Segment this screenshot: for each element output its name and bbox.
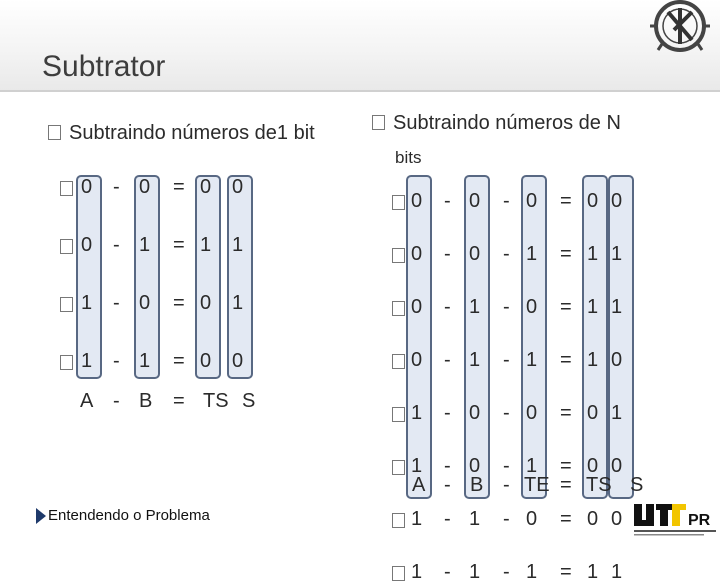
bullet-box-icon — [392, 248, 405, 263]
right-table-cell: 0 — [611, 349, 623, 371]
right-table-cell: - — [503, 243, 510, 265]
left-table-cell: = — [173, 292, 185, 314]
right-legend-item: - — [444, 474, 451, 496]
left-legend-item: B — [139, 390, 153, 412]
right-table-cell: - — [444, 561, 451, 583]
right-table-cell: = — [560, 508, 572, 530]
right-table-cell: - — [503, 508, 510, 530]
right-table-cell: - — [444, 508, 451, 530]
left-heading — [48, 122, 315, 145]
right-table-cell: 0 — [469, 402, 481, 424]
arrow-right-icon — [36, 508, 46, 524]
right-table-cell: - — [503, 296, 510, 318]
left-legend-item: = — [173, 390, 185, 412]
right-table-cell: 0 — [526, 402, 538, 424]
right-table-cell: 1 — [411, 508, 423, 530]
bullet-box-icon — [392, 566, 405, 581]
right-table-cell: 0 — [587, 190, 599, 212]
right-table-cell: 1 — [611, 402, 623, 424]
left-table-cell: 0 — [81, 176, 93, 198]
column-highlight-n-a — [406, 175, 432, 499]
bullet-box-icon — [392, 354, 405, 369]
bullet-box-icon — [392, 195, 405, 210]
left-legend-item: TS — [203, 390, 229, 412]
right-table-cell: 0 — [587, 455, 599, 477]
right-table-cell: 1 — [469, 349, 481, 371]
column-highlight-a — [76, 175, 102, 379]
right-table-cell: - — [444, 402, 451, 424]
left-table-cell: = — [173, 350, 185, 372]
left-table-cell: 1 — [200, 234, 212, 256]
left-table-cell: 1 — [139, 234, 151, 256]
slide-title: Subtrator — [42, 50, 166, 83]
left-legend-item: - — [113, 390, 120, 412]
right-table-cell: 0 — [411, 243, 423, 265]
right-table-cell: - — [503, 561, 510, 583]
right-table-cell: 1 — [469, 296, 481, 318]
right-table-cell: 1 — [526, 349, 538, 371]
right-legend-item: B — [470, 474, 484, 496]
right-table-cell: 0 — [587, 402, 599, 424]
right-table-cell: - — [444, 243, 451, 265]
bullet-box-icon — [60, 239, 73, 254]
bullet-box-icon — [60, 355, 73, 370]
left-table-cell: 0 — [200, 176, 212, 198]
right-table-cell: = — [560, 190, 572, 212]
left-heading-text: Subtraindo números de1 bit — [69, 122, 315, 144]
right-table-cell: - — [503, 402, 510, 424]
right-table-cell: - — [444, 349, 451, 371]
right-table-cell: 0 — [469, 243, 481, 265]
right-table-cell: 0 — [526, 190, 538, 212]
bullet-box-icon — [60, 181, 73, 196]
bullet-box-icon — [392, 460, 405, 475]
right-table-cell: 0 — [611, 455, 623, 477]
right-table-cell: 1 — [411, 455, 423, 477]
bullet-box-icon — [60, 297, 73, 312]
right-table-cell: 1 — [611, 296, 623, 318]
right-table-cell: 1 — [411, 561, 423, 583]
right-table-cell: - — [444, 296, 451, 318]
right-table-cell: - — [503, 349, 510, 371]
column-highlight-b — [134, 175, 160, 379]
left-table-cell: = — [173, 234, 185, 256]
left-table-cell: 0 — [139, 292, 151, 314]
title-divider — [0, 90, 720, 92]
right-table-cell: = — [560, 455, 572, 477]
left-legend-item: S — [242, 390, 256, 412]
bullet-box-icon — [392, 513, 405, 528]
right-table-cell: = — [560, 243, 572, 265]
column-highlight-ts — [195, 175, 221, 379]
right-table-cell: 1 — [587, 561, 599, 583]
right-table-cell: 1 — [611, 561, 623, 583]
right-table-cell: - — [503, 190, 510, 212]
utfpr-logo-icon — [632, 500, 718, 540]
right-table-cell: = — [560, 296, 572, 318]
right-table-cell: 0 — [587, 508, 599, 530]
right-legend-item: A — [412, 474, 426, 496]
bullet-box-icon — [392, 301, 405, 316]
left-table-cell: - — [113, 234, 120, 256]
right-table-cell: 1 — [587, 349, 599, 371]
column-highlight-s — [227, 175, 253, 379]
left-table-cell: 1 — [232, 292, 244, 314]
right-legend-item: - — [503, 474, 510, 496]
bullet-box-icon — [392, 407, 405, 422]
column-highlight-n-te — [521, 175, 547, 499]
right-table-cell: 1 — [526, 561, 538, 583]
right-legend-item: TE — [524, 474, 550, 496]
right-table-cell: - — [444, 455, 451, 477]
left-table-cell: 0 — [200, 292, 212, 314]
left-table-cell: 0 — [200, 350, 212, 372]
right-table-cell: 0 — [526, 508, 538, 530]
right-table-cell: 1 — [587, 296, 599, 318]
right-heading-text: Subtraindo números de N — [393, 112, 621, 134]
right-table-cell: = — [560, 349, 572, 371]
left-table-cell: = — [173, 176, 185, 198]
right-table-cell: 0 — [469, 455, 481, 477]
right-table-cell: 1 — [469, 508, 481, 530]
right-table-cell: 1 — [469, 561, 481, 583]
right-table-cell: 0 — [411, 296, 423, 318]
right-table-cell: 0 — [611, 190, 623, 212]
column-highlight-n-b — [464, 175, 490, 499]
right-table-cell: 0 — [469, 190, 481, 212]
right-table-cell: 0 — [411, 190, 423, 212]
right-table-cell: 1 — [611, 243, 623, 265]
column-highlight-n-s — [608, 175, 634, 499]
right-legend-item: S — [630, 474, 644, 496]
right-table-cell: 0 — [526, 296, 538, 318]
left-table-cell: 1 — [139, 350, 151, 372]
university-seal-icon — [634, 0, 718, 58]
left-table-cell: 1 — [81, 350, 93, 372]
left-legend-item: A — [80, 390, 94, 412]
left-table-cell: - — [113, 350, 120, 372]
right-table-cell: 1 — [526, 455, 538, 477]
left-table-cell: 0 — [139, 176, 151, 198]
right-table-cell: - — [503, 455, 510, 477]
left-table-cell: 0 — [232, 350, 244, 372]
right-table-cell: 0 — [411, 349, 423, 371]
left-table-cell: - — [113, 292, 120, 314]
svg-text:PR: PR — [688, 512, 711, 529]
left-table-cell: - — [113, 176, 120, 198]
bullet-box-icon — [48, 125, 61, 140]
right-table-cell: = — [560, 561, 572, 583]
left-table-cell: 0 — [81, 234, 93, 256]
right-table-cell: = — [560, 402, 572, 424]
right-legend-item: = — [560, 474, 572, 496]
right-table-cell: 1 — [587, 243, 599, 265]
right-table-cell: - — [444, 190, 451, 212]
left-table-cell: 1 — [81, 292, 93, 314]
right-heading-bits: bits — [395, 148, 422, 167]
footer-link[interactable]: Entendendo o Problema — [48, 507, 210, 524]
column-highlight-n-ts — [582, 175, 608, 499]
left-table-cell: 1 — [232, 234, 244, 256]
right-table-cell: 0 — [611, 508, 623, 530]
left-table-cell: 0 — [232, 176, 244, 198]
right-table-cell: 1 — [526, 243, 538, 265]
right-table-cell: 1 — [411, 402, 423, 424]
bullet-box-icon — [372, 115, 385, 130]
right-legend-item: TS — [586, 474, 612, 496]
right-heading — [372, 112, 621, 135]
